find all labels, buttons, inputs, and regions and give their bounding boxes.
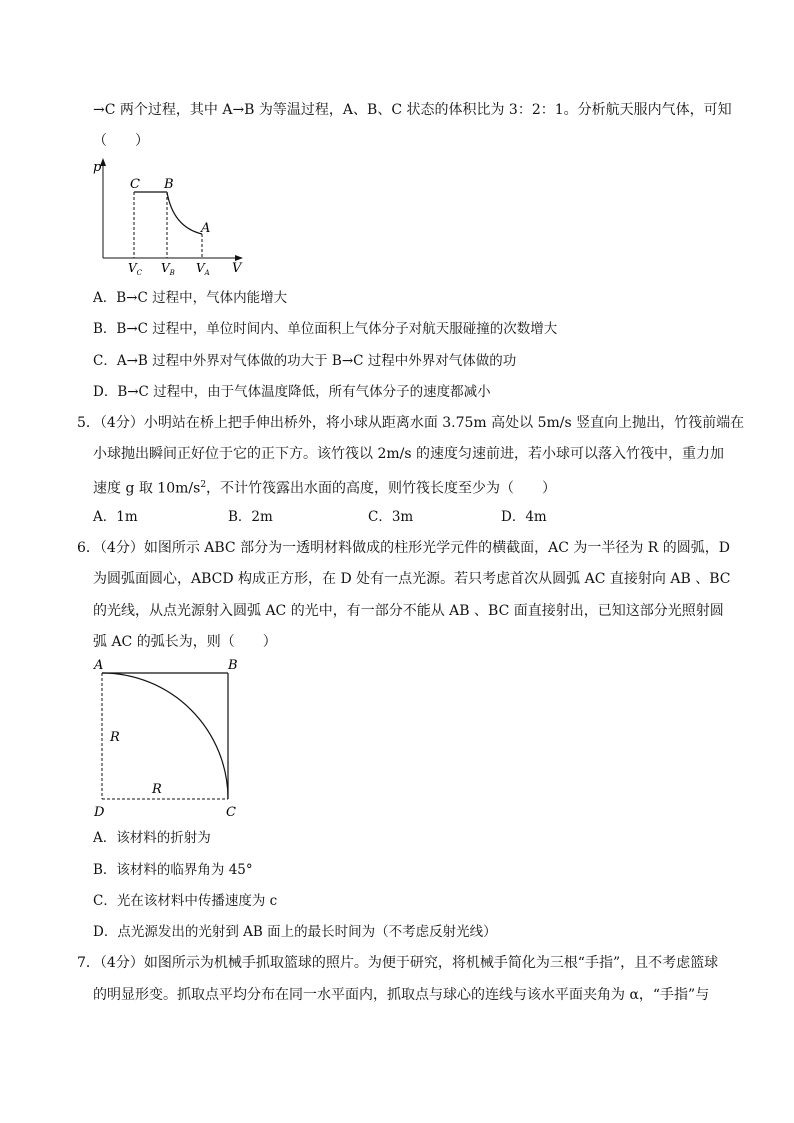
- q5-option-d: D．4m: [501, 509, 547, 525]
- q5-stem-line-2: 小球抛出瞬间正好位于它的正下方。该竹筏以 2m/s 的速度匀速前进，若小球可以落入竹筏中，重力加: [93, 446, 724, 462]
- q5-stem-line-3: 速度 g 取 $10m/s^2$，不计竹筏露出水面的高度，则竹筏长度至少为（ ）: [93, 480, 557, 497]
- point-a-label: A: [94, 658, 104, 673]
- q4-option-b: B．B→C 过程中，单位时间内、单位面积上气体分子对航天服碰撞的次数增大: [93, 321, 558, 337]
- q5-option-a: A．1m: [93, 509, 138, 525]
- q5-stem-line-1: 5．（4分）小明站在桥上把手伸出桥外，将小球从距离水面 3.75m 高处以 5m/s 竖直向上抛出，竹筏前端在: [77, 415, 745, 431]
- q6-option-c: C．光在该材料中传播速度为 c: [93, 893, 278, 909]
- point-d-label: D: [94, 805, 105, 820]
- q6-stem-line-2: 为圆弧面圆心，ABCD 构成正方形，在 D 处有一点光源。若只考虑首次从圆弧 AC 直接射向 AB 、BC: [93, 571, 731, 587]
- q6-stem-line-1: 6．（4分）如图所示 ABC 部分为一透明材料做成的柱形光学元件的横截面，AC 为一半径为 R 的圆弧，D: [77, 540, 731, 556]
- q6-option-a: A．该材料的折射为: [93, 830, 211, 846]
- q6-stem-line-4: 弧 AC 的弧长为，则（ ）: [93, 634, 277, 650]
- ba-curve: [167, 192, 202, 234]
- vb-tick-label: $V_B$: [161, 261, 175, 277]
- q5-option-b: B．2m: [228, 509, 273, 525]
- q4-pv-diagram: [90, 155, 250, 280]
- arc-ac: [102, 673, 228, 799]
- q7-stem-line-1: 7．（4分）如图所示为机械手抓取篮球的照片。为便于研究，将机械手简化为三根“手指”，且不考虑篮球: [77, 955, 719, 971]
- q4-option-a: A．B→C 过程中，气体内能增大: [93, 290, 288, 306]
- state-a-label: A: [201, 221, 211, 236]
- p-label: p: [93, 160, 102, 175]
- q6-optical-element-diagram: [88, 653, 248, 823]
- radius-bottom-label: R: [152, 782, 162, 797]
- q6-option-b: B．该材料的临界角为 45°: [93, 862, 253, 878]
- q7-stem-line-2: 的明显形变。抓取点平均分布在同一水平面内，抓取点与球心的连线与该水平面夹角为 α，“手指”与: [93, 987, 710, 1003]
- q4-option-c: C．A→B 过程中外界对气体做的功大于 B→C 过程中外界对气体做的功: [93, 353, 517, 369]
- q4-stem-line-1: →C 两个过程，其中 A→B 为等温过程，A、B、C 状态的体积比为 3：2：1。分析航天服内气体，可知: [93, 102, 732, 118]
- q5-option-c: C．3m: [368, 509, 414, 525]
- state-b-label: B: [164, 177, 174, 192]
- q6-stem-line-3: 的光线，从点光源射入圆弧 AC 的光中，有一部分不能从 AB 、BC 面直接射出，已知这部分光照射圆: [93, 603, 724, 619]
- vc-tick-label: $V_C$: [128, 261, 143, 277]
- v-label: V: [232, 261, 242, 276]
- point-b-label: B: [228, 658, 238, 673]
- point-c-label: C: [226, 805, 236, 820]
- q4-option-d: D．B→C 过程中，由于气体温度降低，所有气体分子的速度都减小: [93, 384, 491, 400]
- radius-left-label: R: [110, 730, 120, 745]
- q4-stem-line-2: （ ）: [93, 133, 149, 149]
- va-tick-label: $V_A$: [196, 261, 210, 277]
- q6-option-d: D．点光源发出的光射到 AB 面上的最长时间为（不考虑反射光线）: [93, 924, 497, 940]
- state-c-label: C: [130, 177, 140, 192]
